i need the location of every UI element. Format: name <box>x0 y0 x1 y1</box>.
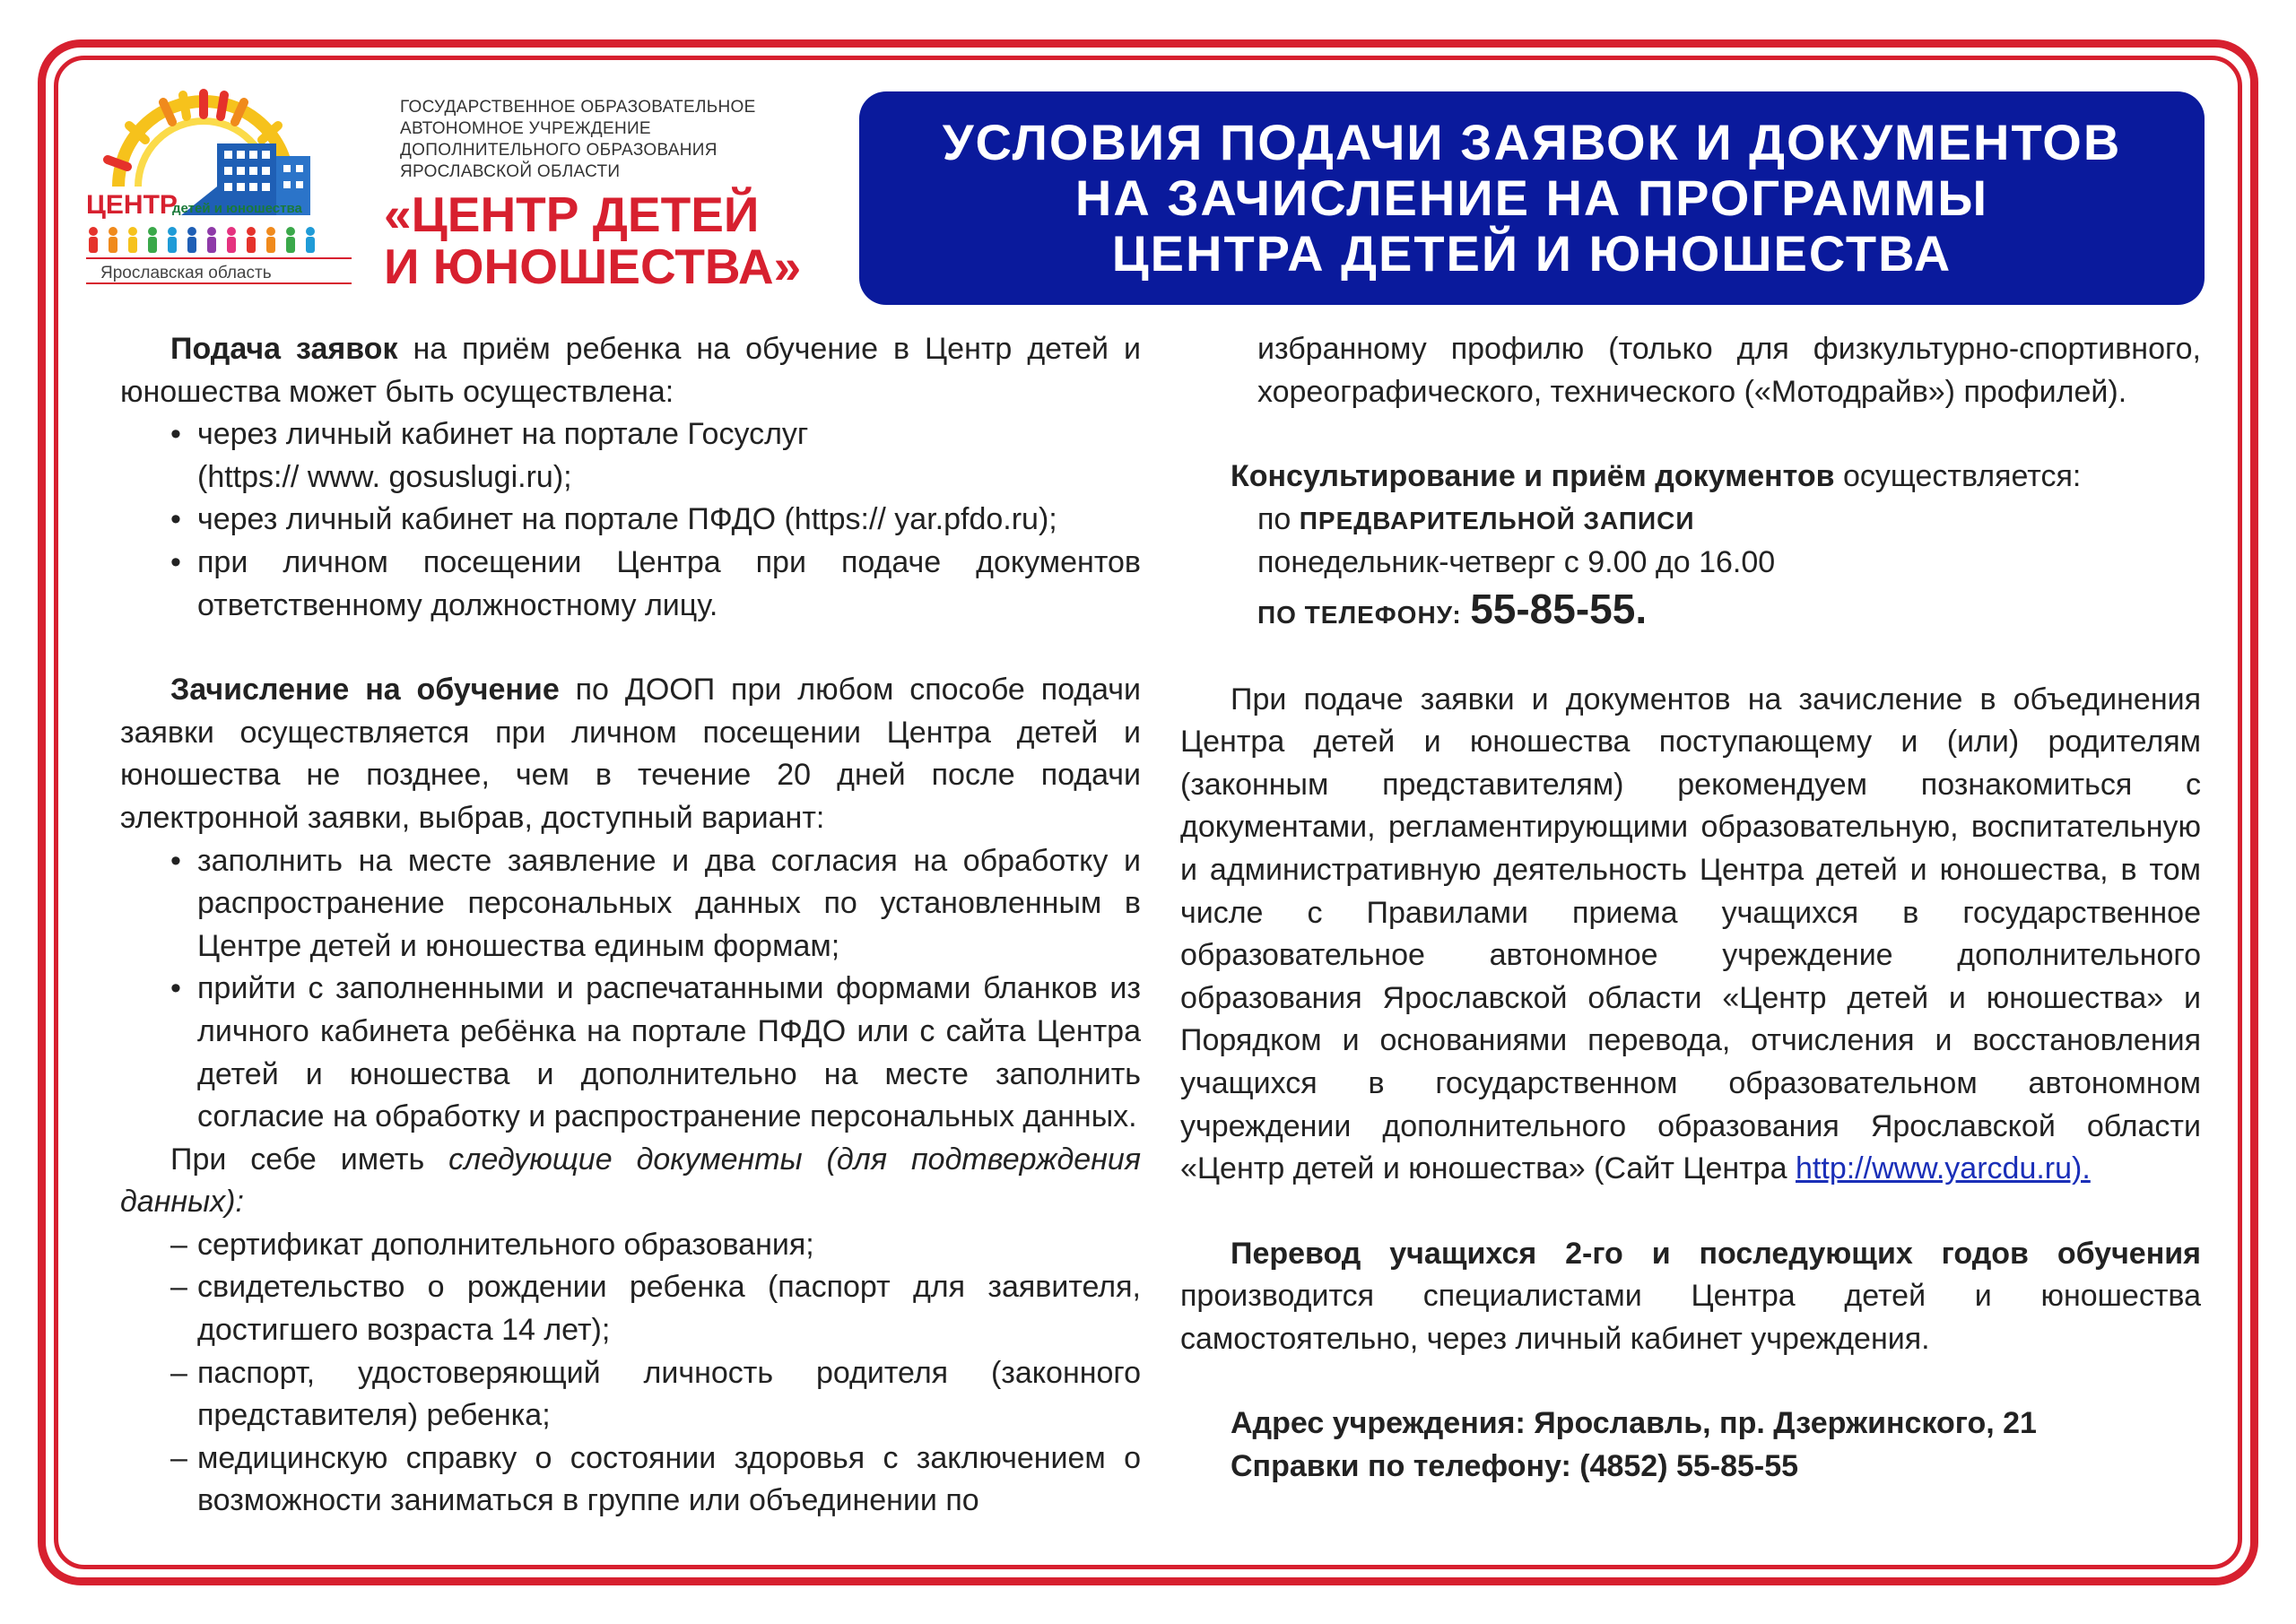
institution-name-line: «ЦЕНТР ДЕТЕЙ <box>384 187 760 242</box>
institution-line: АВТОНОМНОЕ УЧРЕЖДЕНИЕ <box>400 119 651 138</box>
left-column <box>120 328 1141 1523</box>
documents-paragraph <box>120 1139 1141 1224</box>
title-banner <box>859 91 2205 305</box>
documents-text: При себе иметь <box>170 1142 449 1177</box>
applications-heading: Подача заявок <box>170 332 398 366</box>
institution-type <box>400 97 822 183</box>
bullet-text: при личном посещении Центра при подаче документов ответственному должностному лицу. <box>197 544 1141 622</box>
list-item: – паспорт, удостоверяющий личность родителя (законного представителя) ребенка; <box>170 1355 1141 1433</box>
documents-info-paragraph <box>1180 679 2201 1191</box>
bullet-text: через личный кабинет на портале Госуслуг <box>197 417 809 452</box>
list-item: • при личном посещении Центра при подаче документов ответственному должностному лицу. <box>170 544 1141 622</box>
gosuslugi-url: (https:// www. gosuslugi.ru); <box>197 459 572 494</box>
transfer-heading: Перевод учащихся 2-го и последующих годов обучения <box>1231 1236 2201 1271</box>
website-link[interactable]: http://www.yarcdu.ru). <box>1796 1151 2091 1186</box>
transfer-paragraph <box>1180 1233 2201 1361</box>
list-item: • через личный кабинет на портале Госуслуг (https:// www. gosuslugi.ru); <box>170 417 809 494</box>
title-line: ЦЕНТРА ДЕТЕЙ И ЮНОШЕСТВА <box>1111 225 1952 282</box>
consult-phone-number: 55-85-55. <box>1470 585 1648 632</box>
children-icon <box>89 227 315 253</box>
consult-days: понедельник-четверг с 9.00 до 16.00 <box>1257 545 1776 580</box>
documents-italic: следующие документы (для подтверждения данных): <box>120 1142 1141 1220</box>
institution-name-line: И ЮНОШЕСТВА» <box>384 239 802 294</box>
applications-paragraph <box>120 328 1141 413</box>
right-column <box>1180 328 2201 1489</box>
list-item: • через личный кабинет на портале ПФДО (https:// yar.pfdo.ru); <box>170 502 1057 537</box>
dash-text: свидетельство о рождении ребенка (паспорт для заявителя, достигшего возраста 14 лет); <box>197 1270 1141 1348</box>
logo-region-text: Ярославская область <box>100 264 272 282</box>
consult-text: осуществляется: <box>1834 459 2082 494</box>
logo-main-text: ЦЕНТР <box>86 190 178 220</box>
bullet-text: прийти с заполненными и распечатанными формами бланков из личного кабинета ребёнка на портале ПФДО или с сайта Центра детей и юношества и дополнительно на месте заполнить согласие на обработку и распространение персональных данных. <box>197 971 1141 1134</box>
enrollment-text: по ДООП при любом способе подачи заявки осуществляется при личном посещении Центра детей и юношества не позднее, чем в течение 20 дней после подачи электронной заявки, выбрав, доступный вариант: <box>120 673 1141 835</box>
title-line: УСЛОВИЯ ПОДАЧИ ЗАЯВОК И ДОКУМЕНТОВ <box>942 114 2122 170</box>
dash-text: медицинскую справку о состоянии здоровья с заключением о возможности заниматься в группе или объединении по <box>197 1440 1141 1518</box>
applications-text: на приём ребенка на обучение в Центр детей и юношества может быть осуществлена: <box>120 332 1141 409</box>
institution-line: ДОПОЛНИТЕЛЬНОГО ОБРАЗОВАНИЯ <box>400 141 718 160</box>
list-item: – свидетельство о рождении ребенка (паспорт для заявителя, достигшего возраста 14 лет); <box>170 1270 1141 1348</box>
enrollment-heading: Зачисление на обучение <box>170 673 560 708</box>
bullet-text: заполнить на месте заявление и два согласия на обработку и распространение персональных данных по установленным в Центре детей и юношества единым формам; <box>197 843 1141 963</box>
dash-text: паспорт, удостоверяющий личность родителя (законного представителя) ребенка; <box>197 1355 1141 1433</box>
dash-text: сертификат дополнительного образования; <box>197 1227 814 1262</box>
phone-line: Справки по телефону: (4852) 55-85-55 <box>1231 1449 1799 1484</box>
consult-phone-label: ПО ТЕЛЕФОНУ: <box>1257 600 1462 629</box>
list-item: • заполнить на месте заявление и два согласия на обработку и распространение персональных данных по установленным в Центре детей и юношества единым формам; <box>170 843 1141 963</box>
organization-logo <box>83 88 357 287</box>
institution-name <box>384 188 850 292</box>
consult-mode: по ПРЕДВАРИТЕЛЬНОЙ ЗАПИСИ <box>1257 501 1695 536</box>
title-line: НА ЗАЧИСЛЕНИЕ НА ПРОГРАММЫ <box>1074 169 1989 226</box>
institution-line: ГОСУДАРСТВЕННОЕ ОБРАЗОВАТЕЛЬНОЕ <box>400 98 756 117</box>
transfer-text: производится специалистами Центра детей и юношества самостоятельно, через личный кабинет учреждения. <box>1180 1279 2201 1356</box>
list-item-continued <box>1180 328 2201 413</box>
consult-paragraph <box>1180 456 2201 499</box>
consult-phone-line <box>1180 585 2201 637</box>
list-item: • прийти с заполненными и распечатанными формами бланков из личного кабинета ребёнка на портале ПФДО или с сайта Центра детей и юношества и дополнительно на месте заполнить согласие на обработку и распространение персональных данных. <box>170 971 1141 1134</box>
consult-mode-label: ПРЕДВАРИТЕЛЬНОЙ ЗАПИСИ <box>1299 506 1695 534</box>
logo-graphic <box>83 88 357 287</box>
logo-sub-text: детей и юношества <box>172 201 302 216</box>
institution-line: ЯРОСЛАВСКОЙ ОБЛАСТИ <box>400 162 621 181</box>
address-line: Адрес учреждения: Ярославль, пр. Дзержинского, 21 <box>1231 1406 2037 1441</box>
list-item: – медицинскую справку о состоянии здоровья с заключением о возможности заниматься в группе или объединении по <box>170 1440 1141 1518</box>
list-item: – сертификат дополнительного образования; <box>170 1227 814 1262</box>
enrollment-paragraph <box>120 669 1141 839</box>
bullet-text: через личный кабинет на портале ПФДО (https:// yar.pfdo.ru); <box>197 502 1057 537</box>
documents-info-text: При подаче заявки и документов на зачисление в объединения Центра детей и юношества поступающему и (или) родителям (законным представителям) рекомендуем познакомиться с документами, регламентирующими образовательную, воспитательную и административную деятельность Центра детей и юношества, в том числе с Правилами приема учащихся в государственное образовательное автономное учреждение дополнительного образования Ярославской области «Центр детей и юношества» и Порядком и основаниями перевода, отчисления и восстановления учащихся в государственном образовательном автономном учреждении дополнительного образования Ярославской области «Центр детей и юношества» (Сайт Центра <box>1180 682 2201 1186</box>
consult-heading: Консультирование и приём документов <box>1231 459 1835 494</box>
dash-text: избранному профилю (только для физкультурно-спортивного, хореографического, технического («Мотодрайв») профилей). <box>1257 332 2201 409</box>
